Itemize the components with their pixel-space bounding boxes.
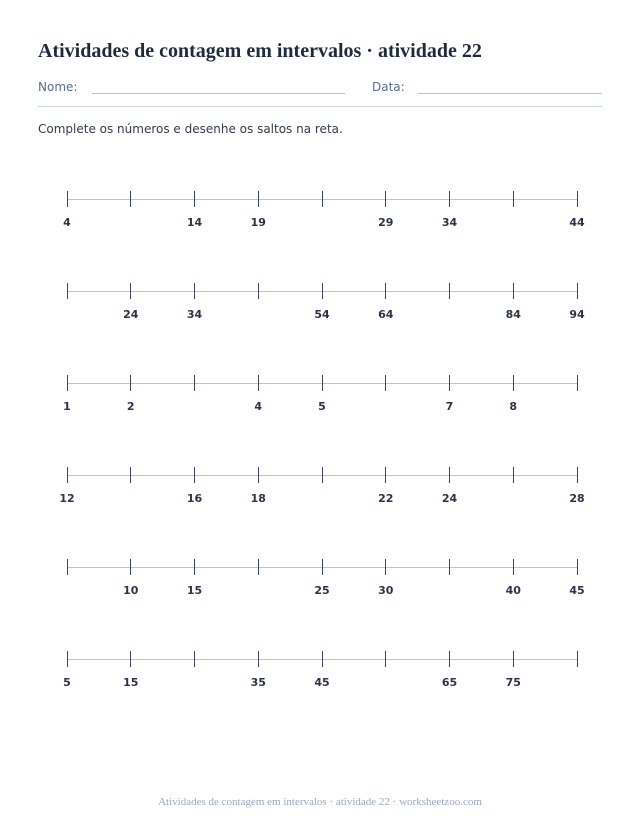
- tick-label: 29: [378, 216, 394, 229]
- tick-mark: [258, 467, 259, 483]
- worksheet-title: Atividades de contagem em intervalos · atividade 22: [38, 40, 482, 62]
- tick-label: 18: [250, 492, 266, 505]
- tick-mark: [577, 559, 578, 575]
- tick-label: 15: [123, 676, 139, 689]
- tick-label: 14: [186, 216, 203, 229]
- tick-label: 64: [378, 308, 394, 321]
- number-line: [0, 183, 640, 233]
- tick-mark: [194, 559, 195, 575]
- tick-label: 84: [505, 308, 521, 321]
- tick-label: 94: [569, 308, 585, 321]
- tick-mark: [322, 559, 323, 575]
- header-divider: [38, 106, 602, 107]
- tick-label: 40: [505, 584, 521, 597]
- tick-mark: [449, 559, 450, 575]
- tick-label: 16: [186, 492, 203, 505]
- tick-label: 4: [254, 400, 263, 413]
- tick-mark: [513, 191, 514, 207]
- tick-mark: [322, 283, 323, 299]
- tick-mark: [385, 191, 386, 207]
- tick-label: 1: [63, 400, 71, 413]
- tick-label: 12: [59, 492, 75, 505]
- tick-label: 5: [318, 400, 326, 413]
- tick-mark: [194, 283, 195, 299]
- tick-label: 24: [123, 308, 139, 321]
- tick-label: 28: [569, 492, 585, 505]
- tick-mark: [577, 375, 578, 391]
- number-line: [0, 367, 640, 417]
- tick-label: 54: [314, 308, 330, 321]
- tick-label: 65: [441, 676, 458, 689]
- name-label: Nome:: [38, 80, 78, 94]
- tick-label: 44: [569, 216, 585, 229]
- tick-mark: [258, 651, 259, 667]
- tick-mark: [577, 651, 578, 667]
- tick-mark: [322, 375, 323, 391]
- tick-label: 45: [314, 676, 330, 689]
- tick-mark: [385, 651, 386, 667]
- tick-mark: [513, 375, 514, 391]
- tick-label: 7: [445, 400, 454, 413]
- tick-mark: [577, 191, 578, 207]
- number-line: [0, 643, 640, 693]
- tick-label: 8: [509, 400, 518, 413]
- tick-label: 45: [569, 584, 585, 597]
- tick-label: 5: [63, 676, 71, 689]
- tick-mark: [449, 191, 450, 207]
- tick-mark: [513, 651, 514, 667]
- tick-mark: [130, 283, 131, 299]
- date-field-line[interactable]: [418, 93, 602, 94]
- tick-label: 34: [441, 216, 458, 229]
- tick-mark: [67, 467, 68, 483]
- number-line: [0, 551, 640, 601]
- tick-mark: [67, 283, 68, 299]
- tick-mark: [67, 651, 68, 667]
- tick-mark: [513, 467, 514, 483]
- tick-label: 15: [186, 584, 203, 597]
- tick-mark: [130, 651, 131, 667]
- tick-mark: [449, 467, 450, 483]
- instructions-text: Complete os números e desenhe os saltos na reta.: [38, 122, 343, 136]
- tick-label: 75: [505, 676, 521, 689]
- tick-mark: [449, 375, 450, 391]
- tick-mark: [513, 283, 514, 299]
- tick-mark: [258, 559, 259, 575]
- tick-mark: [322, 191, 323, 207]
- tick-label: 34: [186, 308, 203, 321]
- tick-mark: [194, 467, 195, 483]
- date-label: Data:: [372, 80, 405, 94]
- tick-mark: [385, 559, 386, 575]
- name-field-line[interactable]: [92, 93, 345, 94]
- tick-label: 2: [126, 400, 135, 413]
- tick-mark: [194, 651, 195, 667]
- number-line: [0, 275, 640, 325]
- tick-label: 4: [63, 216, 71, 229]
- tick-mark: [258, 191, 259, 207]
- tick-mark: [130, 375, 131, 391]
- tick-mark: [67, 559, 68, 575]
- tick-mark: [322, 651, 323, 667]
- tick-mark: [385, 375, 386, 391]
- tick-label: 22: [378, 492, 394, 505]
- tick-mark: [258, 375, 259, 391]
- tick-mark: [322, 467, 323, 483]
- tick-label: 19: [250, 216, 266, 229]
- number-line: [0, 459, 640, 509]
- tick-mark: [130, 559, 131, 575]
- tick-mark: [385, 283, 386, 299]
- tick-label: 10: [123, 584, 139, 597]
- tick-mark: [577, 283, 578, 299]
- tick-mark: [513, 559, 514, 575]
- tick-mark: [449, 283, 450, 299]
- tick-mark: [130, 191, 131, 207]
- tick-mark: [577, 467, 578, 483]
- tick-mark: [67, 191, 68, 207]
- tick-label: 35: [250, 676, 266, 689]
- tick-label: 30: [378, 584, 394, 597]
- tick-mark: [194, 375, 195, 391]
- tick-label: 24: [441, 492, 458, 505]
- tick-mark: [449, 651, 450, 667]
- tick-mark: [258, 283, 259, 299]
- tick-mark: [130, 467, 131, 483]
- footer-text: Atividades de contagem em intervalos · atividade 22 · worksheetzoo.com: [158, 796, 482, 808]
- tick-mark: [385, 467, 386, 483]
- tick-label: 25: [314, 584, 330, 597]
- tick-mark: [67, 375, 68, 391]
- tick-mark: [194, 191, 195, 207]
